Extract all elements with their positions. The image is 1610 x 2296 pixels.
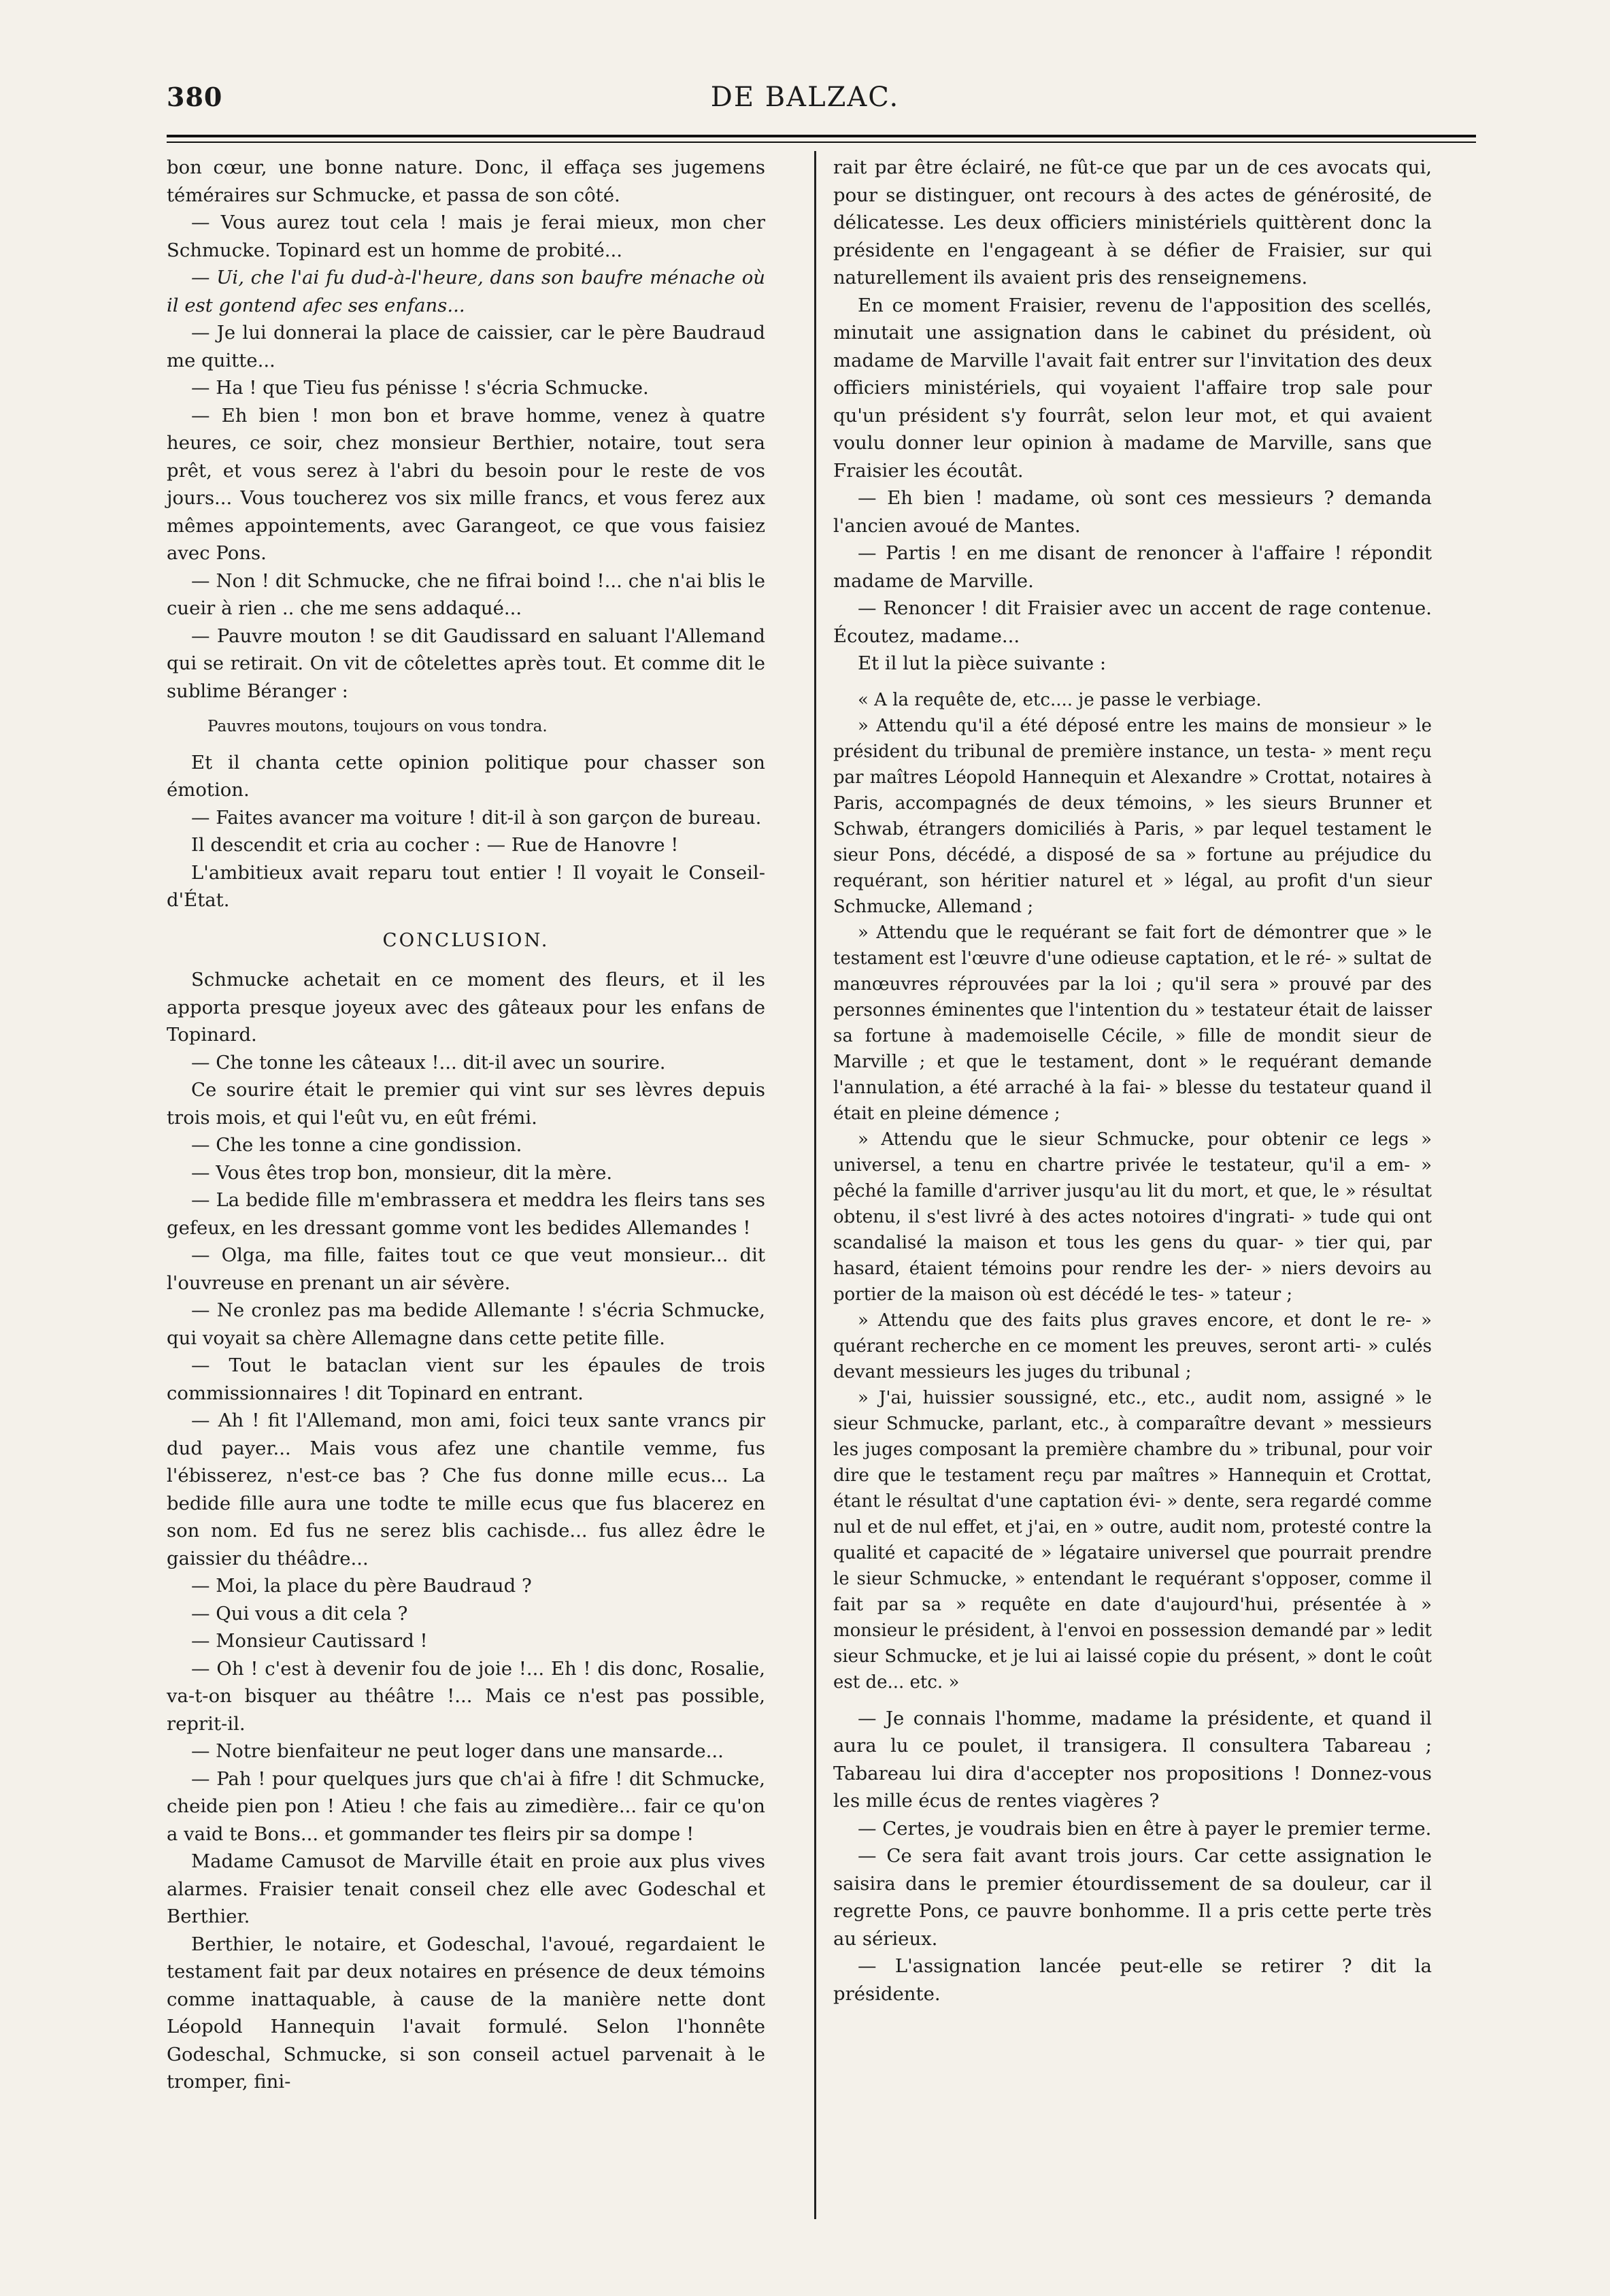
legal-paragraph: » J'ai, huissier soussigné, etc., etc., audit nom, assigné » le sieur Schmucke, parlant, etc., à comparaître devant » messieurs les juges composant la première chambre du » tribunal, pour voir dire que le testament reçu par maîtres » Hannequin et Crottat, étant le résultat d'une captation évi- » dente, sera regardé comme nul et de nul effet, et j'ai, en » outre, audit nom, protesté contre la qualité et capacité de » légataire universel que pourrait prendre le sieur Schmucke, » entendant le requérant s'opposer, comme il fait par sa » requête en date d'aujourd'hui, présentée à » monsieur le président, à l'envoi en possession demandé par » ledit sieur Schmucke, et je lui ai laissé copie du présent, » dont le coût est de... etc. » xyxy=(833,1387,1432,1693)
paragraph: — Ui, che l'ai fu dud-à-l'heure, dans son baufre ménache où il est gontend afec ses enfans... xyxy=(167,267,765,316)
paragraph: — Ha ! que Tieu fus pénisse ! s'écria Schmucke. xyxy=(191,377,649,399)
paragraph: Schmucke achetait en ce moment des fleurs, et il les apporta presque joyeux avec des gâteaux pour les enfans de Topinard. xyxy=(167,969,765,1046)
paragraph: bon cœur, une bonne nature. Donc, il effaça ses jugemens téméraires sur Schmucke, et passa de son côté. xyxy=(167,156,765,206)
paragraph: — Notre bienfaiteur ne peut loger dans une mansarde... xyxy=(191,1740,724,1762)
paragraph: Madame Camusot de Marville était en proie aux plus vives alarmes. Fraisier tenait conseil chez elle avec Godeschal et Berthier. xyxy=(167,1850,765,1927)
left-column xyxy=(167,154,765,2096)
legal-paragraph: » Attendu qu'il a été déposé entre les mains de monsieur » le président du tribunal de première instance, un testa- » ment reçu par maîtres Léopold Hannequin et Alexandre » Crottat, notaires à Paris, accompagnés de deux témoins, » les sieurs Brunner et Schwab, étrangers domiciliés à Paris, » par lequel testament le sieur Pons, décédé, a disposé de sa » fortune au préjudice du requérant, son héritier naturel et » légal, au profit d'un sieur Schmucke, Allemand ; xyxy=(833,715,1432,917)
paragraph: — Vous aurez tout cela ! mais je ferai mieux, mon cher Schmucke. Topinard est un homme de probité... xyxy=(167,212,765,261)
legal-paragraph: » Attendu que des faits plus graves encore, et dont le re- » quérant recherche en ce moment les preuves, seront arti- » culés devant messieurs les juges du tribunal ; xyxy=(833,1310,1432,1382)
paragraph: — La bedide fille m'embrassera et meddra les fleirs tans ses gefeux, en les dressant gomme vont les bedides Allemandes ! xyxy=(167,1189,765,1239)
paragraph: — Pah ! pour quelques jurs que ch'ai à fifre ! dit Schmucke, cheide pien pon ! Atieu ! che fais au zimedière... fair ce qu'on a vaid te Bons... et gommander tes fleirs pir sa dompe ! xyxy=(167,1767,765,1845)
section-heading: CONCLUSION. xyxy=(382,929,550,951)
paragraph: — Qui vous a dit cela ? xyxy=(191,1602,408,1625)
paragraph: Ce sourire était le premier qui vint sur ses lèvres depuis trois mois, et qui l'eût vu, en eût frémi. xyxy=(167,1079,765,1129)
paragraph: — Ne cronlez pas ma bedide Allemante ! s'écria Schmucke, qui voyait sa chère Allemagne dans cette petite fille. xyxy=(167,1299,765,1349)
legal-paragraph: « A la requête de, etc.... je passe le verbiage. xyxy=(858,689,1262,710)
paragraph: — Je lui donnerai la place de caissier, car le père Baudraud me quitte... xyxy=(167,322,765,371)
paragraph: — Olga, ma fille, faites tout ce que veut monsieur... dit l'ouvreuse en prenant un air sévère. xyxy=(167,1244,765,1294)
paragraph: — Je connais l'homme, madame la présidente, et quand il aura lu ce poulet, il transigera. Il consultera Tabareau ; Tabareau lui dira d'accepter nos propositions ! Donnez-vous les mille écus de rentes viagères ? xyxy=(833,1707,1432,1812)
header-rule-thin xyxy=(167,142,1476,143)
paragraph: — Pauvre mouton ! se dit Gaudissard en saluant l'Allemand qui se retirait. On vit de côtelettes après tout. Et comme dit le sublime Béranger : xyxy=(167,625,765,702)
paragraph: Il descendit et cria au cocher : — Rue de Hanovre ! xyxy=(191,834,679,856)
paragraph: En ce moment Fraisier, revenu de l'apposition des scellés, minutait une assignation dans le cabinet du président, où madame de Marville l'avait fait entrer sur l'invitation des deux officiers ministériels, qui voyaient l'affaire trop sale pour qu'un président s'y fourrât, selon leur mot, et qui avaient voulu donner leur opinion à madame de Marville, sans que Fraisier les écoutât. xyxy=(833,294,1432,482)
legal-paragraph: » Attendu que le sieur Schmucke, pour obtenir ce legs » universel, a tenu en chartre privée le testateur, qu'il a em- » pêché la famille d'arriver jusqu'au lit du mort, et que, le » résultat obtenu, il s'est livré à des actes notoires d'ingrati- » tude qui ont scandalisé la maison et tous les gens du quar- » tier qui, par hasard, étaient témoins pour rendre les der- » niers devoirs au portier de la maison où est décédé le tes- » tateur ; xyxy=(833,1129,1432,1305)
page-number: 380 xyxy=(167,82,223,112)
column-divider xyxy=(814,151,816,2219)
paragraph: — Renoncer ! dit Fraisier avec un accent de rage contenue. Écoutez, madame... xyxy=(833,597,1432,647)
paragraph: — Eh bien ! madame, où sont ces messieurs ? demanda l'ancien avoué de Mantes. xyxy=(833,487,1432,537)
paragraph: rait par être éclairé, ne fût-ce que par un de ces avocats qui, pour se distinguer, ont recours à des actes de générosité, de délicatesse. Les deux officiers ministériels quittèrent donc la présidente en l'engageant à se défier de Fraisier, sur qui naturellement ils avaient pris des renseignemens. xyxy=(833,156,1432,288)
paragraph: — Che les tonne a cine gondission. xyxy=(191,1134,522,1156)
paragraph: — Tout le bataclan vient sur les épaules de trois commissionnaires ! dit Topinard en entrant. xyxy=(167,1354,765,1404)
paragraph: — L'assignation lancée peut-elle se retirer ? dit la présidente. xyxy=(833,1955,1432,2005)
paragraph: L'ambitieux avait reparu tout entier ! Il voyait le Conseil-d'État. xyxy=(167,861,765,911)
paragraph: — Eh bien ! mon bon et brave homme, venez à quatre heures, ce soir, chez monsieur Berthier, notaire, tout sera prêt, et vous serez à l'abri du besoin pour le reste de vos jours... Vous toucherez vos six mille francs, et vous ferez aux mêmes appointements, avec Garangeot, ce que vous faisiez avec Pons. xyxy=(167,404,765,564)
paragraph: — Certes, je voudrais bien en être à payer le premier terme. xyxy=(858,1817,1432,1840)
paragraph: — Vous êtes trop bon, monsieur, dit la mère. xyxy=(191,1161,613,1184)
paragraph: — Moi, la place du père Baudraud ? xyxy=(191,1575,532,1597)
header-rule xyxy=(167,135,1476,137)
paragraph: Et il lut la pièce suivante : xyxy=(858,652,1107,674)
paragraph: — Che tonne les câteaux !... dit-il avec un sourire. xyxy=(191,1051,666,1074)
paragraph: Et il chanta cette opinion politique pour chasser son émotion. xyxy=(167,751,765,801)
paragraph: Berthier, le notaire, et Godeschal, l'avoué, regardaient le testament fait par deux notaires en présence de deux témoins comme inattaquable, à cause de la manière nette dont Léopold Hannequin l'avait formulé. Selon l'honnête Godeschal, Schmucke, si son conseil actuel parvenait à le tromper, fini- xyxy=(167,1933,765,2093)
paragraph: — Ah ! fit l'Allemand, mon ami, foici teux sante vrancs pir dud payer... Mais vous afez une chantile vemme, fus l'ébisserez, n'est-ce bas ? Che fus donne mille ecus... La bedide fille aura une todte te mille ecus que fus blacerez en son nom. Ed fus ne serez blis cachisde... fus allez êdre le gaissier du théâdre... xyxy=(167,1410,765,1569)
paragraph: — Faites avancer ma voiture ! dit-il à son garçon de bureau. xyxy=(191,806,762,829)
paragraph: — Monsieur Cautissard ! xyxy=(191,1630,428,1652)
paragraph: — Partis ! en me disant de renoncer à l'affaire ! répondit madame de Marville. xyxy=(833,542,1432,592)
verse-quote: Pauvres moutons, toujours on vous tondra. xyxy=(207,718,548,735)
paragraph: — Oh ! c'est à devenir fou de joie !... Eh ! dis donc, Rosalie, va-t-on bisquer au théâtre !... Mais ce n'est pas possible, reprit-il. xyxy=(167,1657,765,1735)
paragraph: — Ce sera fait avant trois jours. Car cette assignation le saisira dans le premier étourdissement de sa douleur, car il regrette Pons, ce pauvre bonhomme. Il a pris cette perte très au sérieux. xyxy=(833,1845,1432,1950)
paragraph: — Non ! dit Schmucke, che ne fifrai boind !... che n'ai blis le cueir à rien .. che me sens addaqué... xyxy=(167,569,765,619)
right-column xyxy=(833,154,1432,2008)
running-head: DE BALZAC. xyxy=(710,82,900,113)
legal-paragraph: » Attendu que le requérant se fait fort de démontrer que » le testament est l'œuvre d'une odieuse captation, et le ré- » sultat de manœuvres réprouvées par la loi ; qu'il sera » prouvé par des personnes éminentes que l'intention du » testateur était de laisser sa fortune à mademoiselle Cécile, » fille de mondit sieur de Marville ; et que le testament, dont » le requérant demande l'annulation, a été arraché à la fai- » blesse du testateur quand il était en pleine démence ; xyxy=(833,922,1432,1124)
